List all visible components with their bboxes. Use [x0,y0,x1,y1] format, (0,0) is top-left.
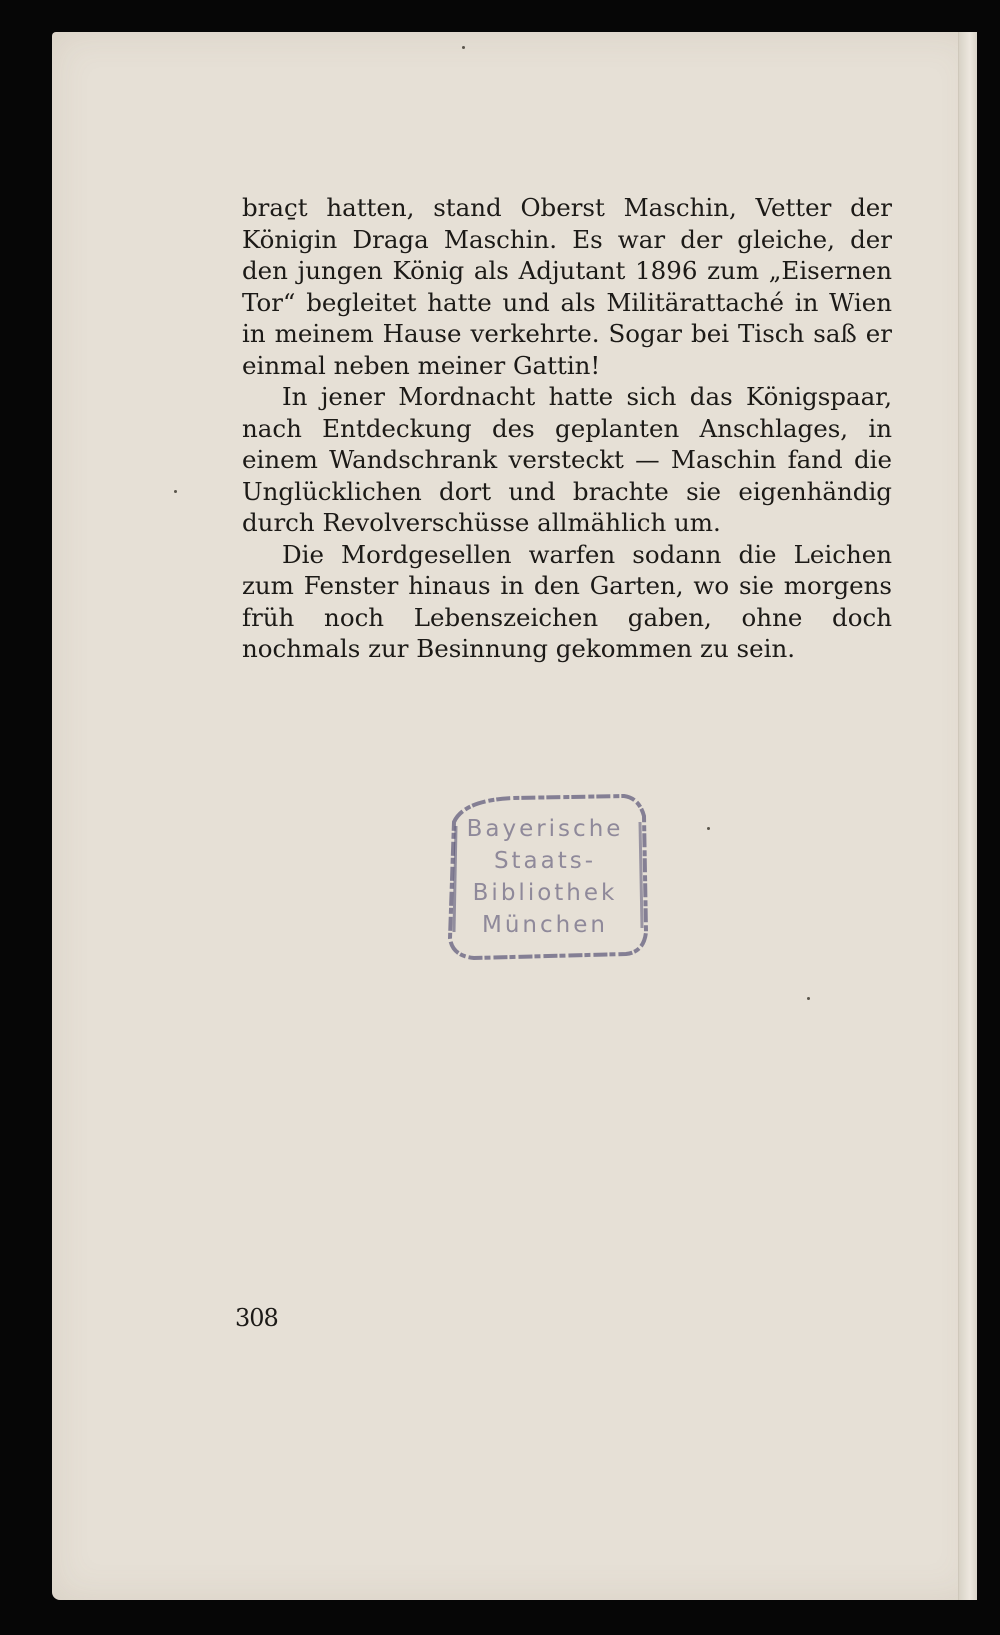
library-stamp [434,792,656,962]
paper-speck [807,997,810,1000]
paper-speck [174,490,177,493]
book-page [52,32,977,1600]
paragraph: brac̱t hatten, stand Oberst Maschin, Vetter der Königin Draga Maschin. Es war der gleiche, der den jungen König als Adjutant 1896 zum „Eisernen Tor“ begleitet hatte und als Militärattaché in Wien in meinem Hause verkehrte. Sogar bei Tisch saß er einmal neben meiner Gattin! [242,193,892,380]
page-number: 308 [235,1304,278,1332]
paragraph: Die Mordgesellen warfen sodann die Leichen zum Fenster hinaus in den Garten, wo sie morgens früh noch Lebenszeichen gaben, ohne doch nochmals zur Besinnung gekommen zu sein. [242,539,892,663]
body-text [242,192,892,665]
stamp-line: Staats- [493,848,597,874]
paragraph: In jener Mordnacht hatte sich das Königspaar, nach Entdeckung des geplanten Anschlages, in einem Wandschrank versteckt — Maschin fand die Unglücklichen dort und brachte sie eigenhändig durch Revolverschüsse allmählich um. [242,382,892,537]
stamp-line: Bibliothek [472,880,618,906]
stamp-line: München [482,912,608,938]
stamp-line: Bayerische [466,816,624,842]
paper-speck [462,46,465,49]
paper-speck [707,827,710,830]
stamp-text [434,792,656,962]
page-edge [958,32,977,1600]
